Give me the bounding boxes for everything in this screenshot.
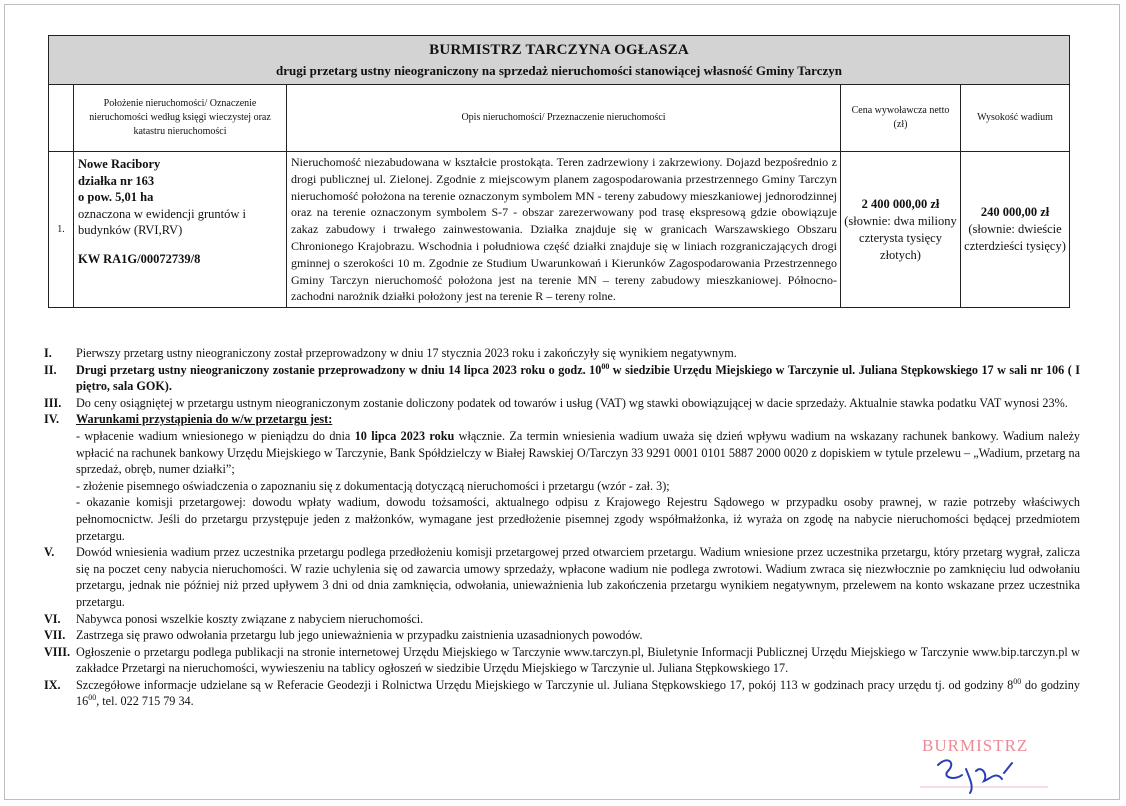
- note-text-part: włącznie. Za termin wniesienia wadium uważa się dzień wpływu wadium na wskazany rachunek bankowy. Wadium należy wpłacić na rachunek bankowy Urzędu Miejskiego w Tarczynie, Bank Spółdzielczy w Białej Rawskiej O/Tarczyn 33 9291 0001 0101 5887 2000 0020 z dopiskiem w tytule przelewu – „Wadium, przetarg na sprzedaż, obręb, numer działki”;: [76, 428, 1080, 477]
- mayor-stamp-signature: [918, 735, 1058, 795]
- col-lp: [49, 85, 74, 152]
- condition-deposit: [76, 429, 1080, 476]
- svg-text:BURMISTRZ: BURMISTRZ: [922, 736, 1029, 755]
- stamp-signature-graphic: [918, 735, 1058, 795]
- note-number: I.: [44, 346, 52, 360]
- note-1: [44, 345, 1080, 362]
- deposit-in-words: (słownie: dwieście czterdzieści tysięcy): [964, 222, 1066, 254]
- note-text-part: do godziny 16: [76, 677, 1080, 709]
- col-location-header: Położenie nieruchomości/ Oznaczenie nieruchomości według księgi wieczystej oraz katastru nieruchomości: [74, 85, 287, 152]
- price-value: 2 400 000,00 zł: [861, 196, 940, 211]
- note-4: [44, 411, 1080, 544]
- row-number: 1.: [49, 152, 74, 308]
- note-number: VII.: [44, 628, 66, 643]
- note-text-part: - wpłacenie wadium wniesionego w pieniądzu do dnia: [76, 428, 355, 443]
- announcement-subtitle: drugi przetarg ustny nieograniczony na sprzedaż nieruchomości stanowiącej własność Gminy Tarczyn: [276, 63, 842, 78]
- note-number: III.: [44, 395, 62, 410]
- note-8: [44, 644, 1080, 677]
- note-6: [44, 611, 1080, 628]
- condition-documents: - okazanie komisji przetargowej: dowodu wpłaty wadium, dowodu tożsamości, aktualnego odpisu z Krajowego Rejestru Sądowego w przypadku osoby prawnej, w razie potrzeby właściwych pełnomocnictw. Jeśli do przetargu przystępuje jeden z małżonków, wymagane jest przedłożenie pisemnej zgody współmałżonka, iż wyraża on zgodę na nabycie nieruchomości będącej przedmiotem przetargu.: [76, 495, 1080, 543]
- note-text-part: , tel. 022 715 79 34.: [96, 694, 194, 709]
- superscript: 00: [601, 361, 610, 371]
- note-text: [76, 677, 1080, 710]
- col-price-header: Cena wywoławcza netto (zł): [841, 85, 961, 152]
- note-text: Ogłoszenie o przetargu podlega publikacji na stronie internetowej Urzędu Miejskiego w Tarczynie www.tarczyn.pl, Biuletynie Informacji Publicznej Urzędu Miejskiego w Tarczynie www.bip.tarczyn.pl w zakładce Przetargi na nieruchomości, wywieszeniu na tablicy ogłoszeń w siedzibie Urzędu Miejskiego w Tarczynie ul. Juliana Stępkowskiego 17.: [76, 644, 1080, 676]
- conditions-heading: Warunkami przystąpienia do w/w przetargu jest:: [76, 412, 333, 427]
- table-row: [49, 152, 1070, 308]
- announcement-notes: [44, 345, 1080, 710]
- note-text: Dowód wniesienia wadium przez uczestnika przetargu podlega przedłożeniu komisji przetargowej przed otwarciem przetargu. Wadium wniesione przez uczestnika przetargu, który przetarg wygrał, zalicza się na poczet ceny nabycia nieruchomości. W razie uchylenia się od zawarcia umowy sprzedaży, wpłacone wadium nie podlega zwrotowi. Wadium zwraca się niezwłocznie po zamknięciu lud odwołaniu przetargu, jednak nie później niż przed upływem 3 dni od dnia zamknięcia, odwołania, unieważnienia lub zakończenia przetargu wynikiem negatywnym, przelewem na konto wskazane przez uczestnika przetargu.: [76, 545, 1080, 609]
- plot-area: o pow. 5,01 ha: [78, 190, 154, 204]
- note-text: Nabywca ponosi wszelkie koszty związane z nabyciem nieruchomości.: [76, 611, 424, 626]
- note-text: Pierwszy przetarg ustny nieograniczony został przeprowadzony w dniu 17 stycznia 2023 roku i zakończyły się wynikiem negatywnym.: [76, 346, 737, 360]
- col-description-header: Opis nieruchomości/ Przeznaczenie nieruchomości: [287, 85, 841, 152]
- announcement-header: [49, 36, 1070, 85]
- note-2: [44, 362, 1080, 395]
- condition-declaration: - złożenie pisemnego oświadczenia o zapoznaniu się z dokumentacją dotyczącą nieruchomości i przetargu (wzór - zał. 3);: [76, 478, 670, 493]
- deposit-value: 240 000,00 zł: [980, 205, 1050, 220]
- land-register-number: KW RA1G/00072739/8: [78, 251, 201, 266]
- superscript: 00: [1013, 676, 1022, 686]
- deposit: [961, 152, 1070, 308]
- deposit-deadline: 10 lipca 2023 roku: [354, 428, 455, 443]
- property-description: Nieruchomość niezabudowana w kształcie prostokąta. Teren zadrzewiony i zakrzewiony. Dojazd bezpośrednio z drogi publicznej ul. Zielonej. Zgodnie z miejscowym planem zagospodarowania przestrzennego Gminy Tarczyn nieruchomość położona na terenie oznaczonym symbolem MN - tereny zabudowy mieszkaniowej jednorodzinnej oraz na terenie oznaczonym symbolem S-7 - obszar zarezerwowany pod trasę ekspresową gdzie obowiązuje zakaz zabudowy i trwałego zainwestowania. Działka znajduje się w granicach Warszawskiego Obszaru Chronionego Krajobrazu. Wschodnia i południowa część działki znajduje się w liniach rozgraniczających drogi gminnej o szerokości 10 m. Zgodnie ze Studium Uwarunkowań i Kierunków Zagospodarowania Przestrzennego Gminy Tarczyn nieruchomość położona jest na terenie MN – tereny zabudowy mieszkaniowej. Północno-zachodni narożnik działki położony jest na terenie R – tereny rolne.: [287, 152, 841, 308]
- note-text-part: Szczegółowe informacje udzielane są w Referacie Geodezji i Rolnictwa Urzędu Miejskiego w Tarczynie ul. Juliana Stępkowskiego 17, pokój 113 w godzinach pracy urzędu tj. od godziny 8: [76, 677, 1014, 692]
- place-name: Nowe Racibory: [78, 157, 161, 171]
- plot-number: działka nr 163: [78, 173, 155, 188]
- land-use: oznaczona w ewidencji gruntów i budynków (RVI,RV): [78, 206, 246, 237]
- superscript: 00: [88, 693, 97, 703]
- price-in-words: (słownie: dwa miliony czterysta tysięcy złotych): [844, 213, 957, 262]
- note-number: IV.: [44, 412, 60, 427]
- col-deposit-header: Wysokość wadium: [961, 85, 1070, 152]
- note-number: II.: [44, 362, 57, 377]
- note-9: [44, 677, 1080, 710]
- note-text: [76, 362, 1080, 395]
- note-text-part: Drugi przetarg ustny nieograniczony zostanie przeprowadzony w dniu 14 lipca 2023 roku o godz. 10: [76, 362, 602, 377]
- note-text-part: w siedzibie Urzędu Miejskiego w Tarczynie ul. Juliana Stępkowskiego 17 w sali nr 106 ( I piętro, sala GOK).: [76, 362, 1081, 394]
- note-number: IX.: [44, 677, 61, 692]
- note-7: [44, 627, 1080, 644]
- note-5: [44, 544, 1080, 610]
- announcement-table: [48, 35, 1070, 308]
- note-3: [44, 395, 1080, 412]
- starting-price: [841, 152, 961, 308]
- note-number: VIII.: [44, 644, 71, 659]
- property-location: [74, 152, 287, 308]
- note-text: Do ceny osiągniętej w przetargu ustnym nieograniczonym zostanie doliczony podatek od towarów i usług (VAT) wg stawki obowiązującej w dacie sprzedaży. Aktualnie stawka podatku VAT wynosi 23%.: [76, 395, 1068, 410]
- note-number: VI.: [44, 611, 61, 626]
- note-text: [76, 411, 1080, 544]
- note-text: Zastrzega się prawo odwołania przetargu lub jego unieważnienia w przypadku zaistnienia uzasadnionych powodów.: [76, 628, 643, 643]
- announcement-title: BURMISTRZ TARCZYNA OGŁASZA: [429, 42, 689, 58]
- note-number: V.: [44, 545, 55, 560]
